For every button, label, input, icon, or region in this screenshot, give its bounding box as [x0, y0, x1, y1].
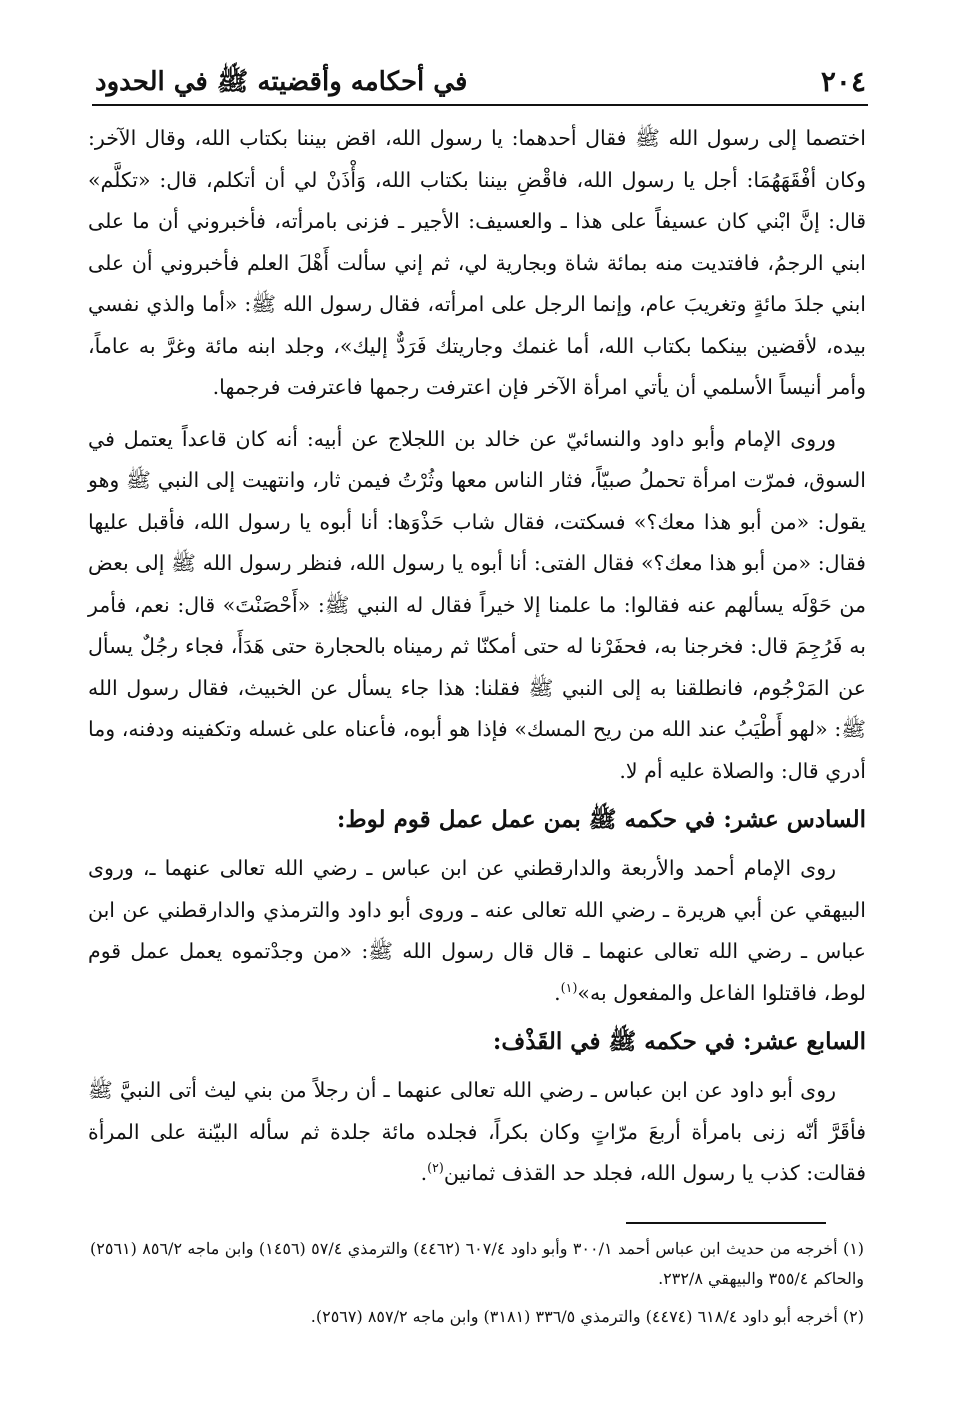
header-rule: [92, 104, 868, 106]
footnote-marker-2[interactable]: (٢): [427, 1160, 444, 1176]
paragraph-qadhf: روى أبو داود عن ابن عباس ـ رضي الله تعالى عنهما ـ أن رجلاً من بني ليث أتى النبيَّ ﷺ فأقَرَّ أنّه زنى بامرأة أربعَ مرّاتٍ وكان بكراً، فجلده مائة جلدة ثم سأله البيّنة على المرأة فقالت: كذب يا رسول الله، فجلد حد القذف ثمانين$^{(٢)}$.: [88, 1078, 866, 1185]
section-heading-16: السادس عشر: في حكمه ﷺ بمن عمل عمل قوم لوط:: [336, 806, 866, 833]
footnote-separator: [626, 1222, 826, 1224]
paragraph-qawm-lut: روى الإمام أحمد والأربعة والدارقطني عن ابن عباس ـ رضي الله تعالى عنهما ـ، وروى البيهقي عن أبي هريرة ـ رضي الله تعالى عنه ـ وروى أبو داود والترمذي والدارقطني عن ابن عباس ـ رضي الله تعالى عنهما ـ قال قال رسول الله ﷺ: «من وجدْتموه يعمل عمل قوم لوط، فاقتلوا الفاعل والمفعول به»$^{(١)}$.: [88, 856, 866, 1005]
footnote-1: (١) أخرجه من حديث ابن عباس أحمد ٣٠٠/١ وأبو داود ٦٠٧/٤ (٤٤٦٢) والترمذي ٥٧/٤ (١٤٥٦) وابن ماجه ٨٥٦/٢ (٢٥٦١) والحاكم ٣٥٥/٤ والبيهقي ٢٣٢/٨.: [90, 1239, 865, 1288]
page-number: ٢٠٤: [820, 65, 866, 98]
footnotes: [90, 1234, 864, 1340]
footnote-2: (٢) أخرجه أبو داود ٦١٨/٤ (٤٤٧٤) والترمذي ٣٣٦/٥ (٣١٨١) وابن ماجه ٨٥٧/٢ (٢٥٦٧).: [310, 1307, 864, 1326]
page-body: [88, 118, 866, 1195]
paragraph-text: روى الإمام أحمد والأربعة والدارقطني عن ابن عباس ـ رضي الله تعالى عنهما ـ، وروى البيهقي عن أبي هريرة ـ رضي الله تعالى عنه ـ وروى أبو داود والترمذي والدارقطني عن ابن عباس ـ رضي الله تعالى عنهما ـ قال قال رسول الله ﷺ: «من وجدْتموه يعمل عمل قوم لوط، فاقتلوا الفاعل والمفعول به»: [88, 856, 866, 1005]
running-title: في أحكامه وأقضيته ﷺ في الحدود: [95, 67, 468, 97]
paragraph-hadith-asif: اختصما إلى رسول الله ﷺ فقال أحدهما: يا رسول الله، اقض بيننا بكتاب الله، وقال الآخر: وكان أفْقَهَهُمَا: أجل يا رسول الله، فاقْضِ بيننا بكتاب الله، وَأْذَنْ لي أن أتكلم، قال: «تكلَّم» قال: إنَّ ابْني كان عسيفاً على هذا ـ والعسيف: الأجير ـ فزنى بامرأته، فأخبروني أن ما على ابني الرجمُ، فافتديت منه بمائة شاة وبجارية لي، ثم إني سألت أَهْلَ العلم فأخبروني أن على ابني جلدَ مائةٍ وتغريبَ عام، وإنما الرجل على امرأته، فقال رسول الله ﷺ: «أما والذي نفسي بيده، لأقضين بينكما بكتاب الله، أما غنمك وجاريتك فَرَدٌّ إليك»، وجلد ابنه مائة وغرَّ به عاماً، وأمر أنيساً الأسلمي أن يأتي امرأة الآخر فإن اعترفت رجمها فاعترفت فرجمها.: [88, 126, 866, 399]
page-header: [95, 56, 866, 102]
footnote-marker-1[interactable]: (١): [560, 979, 578, 995]
paragraph-text: روى أبو داود عن ابن عباس ـ رضي الله تعالى عنهما ـ أن رجلاً من بني ليث أتى النبيَّ ﷺ فأقَرَّ أنّه زنى بامرأة أربعَ مرّاتٍ وكان بكراً، فجلده مائة جلدة ثم سأله البيّنة على المرأة فقالت: كذب يا رسول الله، فجلد حد القذف ثمانين: [88, 1078, 866, 1185]
section-heading-17: السابع عشر: في حكمه ﷺ في القَذْف:: [492, 1028, 866, 1055]
paragraph-hadith-lajlaj: وروى الإمام وأبو داود والنسائيّ عن خالد بن اللجلاج عن أبيه: أنه كان قاعداً يعتمل في السوق، فمرّت امرأة تحملُ صبيّاً، فثار الناس معها وثُرْتُ فيمن ثار، وانتهيت إلى النبي ﷺ وهو يقول: «من أبو هذا معك؟» فسكتت، فقال شاب حَذْوَها: أنا أبوه يا رسول الله، فأقبل عليها فقال: «من أبو هذا معك؟» فقال الفتى: أنا أبوه يا رسول الله، فنظر رسول الله ﷺ إلى بعض من حَوْلَه يسألهم عنه فقالوا: ما علمنا إلا خيراً فقال له النبي ﷺ: «أَحْصَنْتَ» قال: نعم، فأمر به فَرُجِمَ قال: فخرجنا به، فحفَرْنا له حتى أمكنّا ثم رميناه بالحجارة حتى هَدَأَ، فجاء رجُلٌ يسأل عن المَرْجُوم، فانطلقنا به إلى النبي ﷺ فقلنا: هذا جاء يسأل عن الخبيث، فقال رسول الله ﷺ: «لهو أَطْيَبُ عند الله من ريح المسك» فإذا هو أبوه، فأعناه على غسله وتكفينه ودفنه، وما أدري قال: والصلاة عليه أم لا.: [88, 426, 866, 783]
